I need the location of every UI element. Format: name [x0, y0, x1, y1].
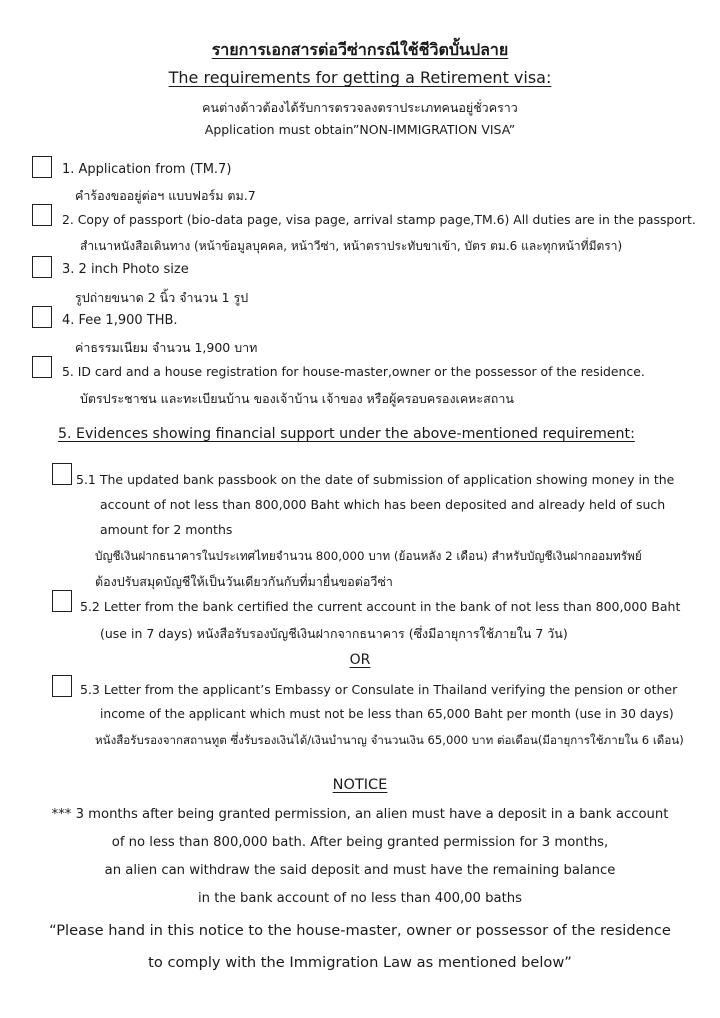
item-1-th: คำร้องขออยู่ต่อฯ แบบฟอร์ม ตม.7	[75, 188, 256, 203]
title-english: The requirements for getting a Retirement visa:	[168, 68, 552, 87]
checkbox-5-2[interactable]	[52, 590, 72, 612]
item-4-en: 4. Fee 1,900 THB.	[62, 313, 178, 328]
item-5-3-th1: หนังสือรับรองจากสถานทูต ซึ่งรับรองเงินได้/เงินบำนาญ จำนวนเงิน 65,000 บาท ต่อเดือน(มีอายุการใช้ภายใน 6 เดือน)	[95, 733, 684, 747]
item-1-en: 1. Application from (TM.7)	[62, 162, 232, 177]
item-2-th: สำเนาหนังสือเดินทาง (หน้าข้อมูลบุคคล, หน้าวีซ่า, หน้าตราประทับขาเข้า, บัตร ตม.6 และทุกหน้าที่มีตรา)	[80, 239, 623, 253]
subtitle-thai: คนต่างด้าวต้องได้รับการตรวจลงตราประเภทคนอยู่ชั่วคราว	[202, 100, 518, 115]
item-5-th: บัตรประชาชน และทะเบียนบ้าน ของเจ้าบ้าน เจ้าของ หรือผู้ครอบครองเคหะสถาน	[80, 391, 514, 406]
notice-heading: NOTICE	[332, 777, 388, 793]
checkbox-5-1[interactable]	[52, 463, 72, 485]
subtitle-english: Application must obtain”NON-IMMIGRATION VISA”	[204, 122, 516, 137]
item-5-1-line1: 5.1 The updated bank passbook on the date of submission of application showing money in the	[76, 472, 675, 487]
notice-line-4: in the bank account of no less than 400,00 baths	[198, 891, 522, 906]
item-3-th: รูปถ่ายขนาด 2 นิ้ว จำนวน 1 รูป	[75, 290, 249, 305]
checkbox-item-2[interactable]	[32, 204, 52, 226]
item-5-1-line2: account of not less than 800,000 Baht which has been deposited and already held of such	[100, 497, 666, 512]
checkbox-item-3[interactable]	[32, 256, 52, 278]
notice-quote-2: to comply with the Immigration Law as mentioned below”	[148, 954, 572, 971]
checkbox-5-3[interactable]	[52, 675, 72, 697]
item-5-3-line1: 5.3 Letter from the applicant’s Embassy or Consulate in Thailand verifying the pension or other	[80, 682, 678, 697]
title-thai: รายการเอกสารต่อวีซ่ากรณีใช้ชีวิตบั้นปลาย	[211, 40, 509, 59]
or-separator: OR	[349, 652, 371, 668]
item-5-1-th1: บัญชีเงินฝากธนาคารในประเทศไทยจำนวน 800,000 บาท (ย้อนหลัง 2 เดือน) สำหรับบัญชีเงินฝากออมทรัพย์	[95, 549, 642, 563]
item-5-2-line1: 5.2 Letter from the bank certified the current account in the bank of not less than 800,000 Baht	[80, 599, 681, 614]
item-5-en: 5. ID card and a house registration for house-master,owner or the possessor of the residence.	[62, 364, 645, 379]
notice-line-3: an alien can withdraw the said deposit and must have the remaining balance	[104, 863, 616, 878]
notice-line-1: *** 3 months after being granted permission, an alien must have a deposit in a bank account	[51, 807, 669, 822]
item-3-en: 3. 2 inch Photo size	[62, 262, 189, 277]
item-5-2-line2: (use in 7 days) หนังสือรับรองบัญชีเงินฝากจากธนาคาร (ซึ่งมีอายุการใช้ภายใน 7 วัน)	[100, 626, 568, 641]
notice-line-2: of no less than 800,000 bath. After being granted permission for 3 months,	[111, 835, 609, 850]
checkbox-item-5[interactable]	[32, 356, 52, 378]
section-5-heading: 5. Evidences showing financial support under the above-mentioned requirement:	[58, 426, 635, 442]
item-2-en: 2. Copy of passport (bio-data page, visa page, arrival stamp page,TM.6) All duties are in the passport.	[62, 212, 696, 227]
item-4-th: ค่าธรรมเนียม จำนวน 1,900 บาท	[75, 340, 258, 355]
item-5-1-th2: ต้องปรับสมุดบัญชีให้เป็นวันเดียวกันกับที่มายื่นขอต่อวีซ่า	[95, 574, 393, 589]
checkbox-item-4[interactable]	[32, 306, 52, 328]
item-5-1-line3: amount for 2 months	[100, 522, 233, 537]
item-5-3-line2: income of the applicant which must not be less than 65,000 Baht per month (use in 30 days)	[100, 707, 674, 721]
checkbox-item-1[interactable]	[32, 156, 52, 178]
notice-quote-1: “Please hand in this notice to the house-master, owner or possessor of the residence	[49, 922, 671, 939]
